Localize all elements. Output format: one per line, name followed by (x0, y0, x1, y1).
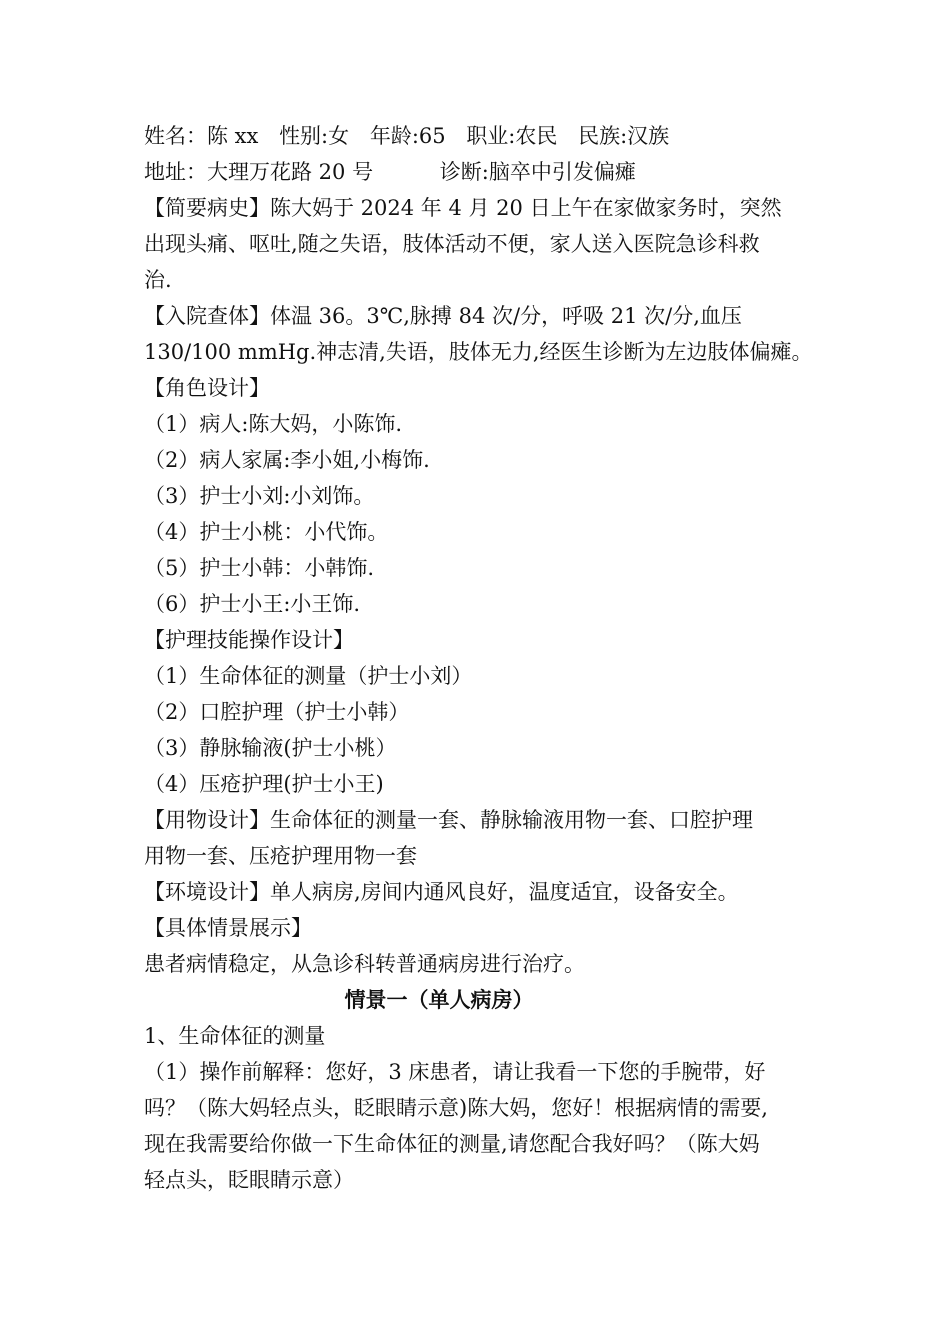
skill-item: （2）口腔护理（护士小韩） (144, 700, 410, 724)
address-diagnosis-line (144, 154, 824, 190)
role-item: （3）护士小刘:小刘饰。 (144, 484, 375, 508)
patient-diagnosis: 诊断:脑卒中引发偏瘫 (439, 160, 636, 184)
scene-title: 情景一（单人病房） (344, 987, 534, 1012)
patient-name: 姓名：陈 xx (144, 124, 259, 148)
patient-info-line (144, 118, 824, 154)
patient-address: 地址：大理万花路 20 号 (144, 160, 374, 184)
document-page (144, 118, 824, 1198)
skill-item: （3）静脉输液(护士小桃） (144, 736, 397, 760)
exam-line: 【入院查体】体温 36。3℃,脉搏 84 次/分，呼吸 21 次/分,血压 (144, 304, 742, 328)
supplies-line: 【用物设计】生命体征的测量一套、静脉输液用物一套、口腔护理 (144, 808, 753, 832)
patient-age: 年龄:65 (369, 124, 446, 148)
skill-item: （1）生命体征的测量（护士小刘） (144, 664, 473, 688)
patient-job: 职业:农民 (466, 124, 558, 148)
scene-heading: 【具体情景展示】 (144, 916, 312, 940)
scene-paragraph-line: 轻点头，眨眼睛示意） (144, 1168, 354, 1192)
roles-heading: 【角色设计】 (144, 376, 270, 400)
skills-heading: 【护理技能操作设计】 (144, 628, 354, 652)
history-line: 治. (144, 268, 172, 292)
supplies-line: 用物一套、压疮护理用物一套 (144, 844, 417, 868)
role-item: （2）病人家属:李小姐,小梅饰. (144, 448, 430, 472)
patient-gender: 性别:女 (279, 124, 350, 148)
role-item: （1）病人:陈大妈，小陈饰. (144, 412, 403, 436)
history-line: 【简要病史】陈大妈于 2024 年 4 月 20 日上午在家做家务时，突然 (144, 196, 782, 220)
history-line: 出现头痛、呕吐,随之失语，肢体活动不便，家人送入医院急诊科救 (144, 232, 760, 256)
role-item: （6）护士小王:小王饰. (144, 592, 361, 616)
scene-intro: 患者病情稳定，从急诊科转普通病房进行治疗。 (144, 952, 585, 976)
scene-paragraph-line: 吗？（陈大妈轻点头，眨眼睛示意)陈大妈，您好！根据病情的需要, (144, 1096, 768, 1120)
patient-ethnicity: 民族:汉族 (578, 124, 670, 148)
role-item: （5）护士小韩：小韩饰. (144, 556, 375, 580)
role-item: （4）护士小桃：小代饰。 (144, 520, 389, 544)
scene-paragraph-line: （1）操作前解释：您好，3 床患者，请让我看一下您的手腕带，好 (144, 1060, 766, 1084)
skill-item: （4）压疮护理(护士小王) (144, 772, 384, 796)
exam-line: 130/100 mmHg.神志清,失语，肢体无力,经医生诊断为左边肢体偏瘫。 (144, 340, 813, 364)
scene-paragraph-line: 现在我需要给你做一下生命体征的测量,请您配合我好吗？（陈大妈 (144, 1132, 760, 1156)
environment-line: 【环境设计】单人病房,房间内通风良好，温度适宜，设备安全。 (144, 880, 739, 904)
section-heading: 1、生命体征的测量 (144, 1024, 326, 1048)
